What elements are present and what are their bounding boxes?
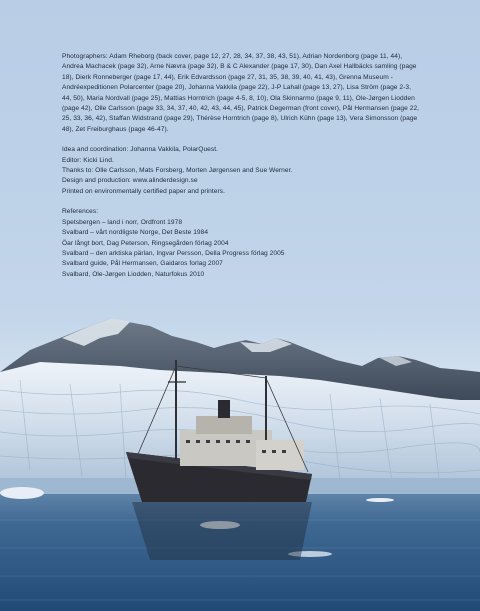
photographers-credits: Photographers: Adam Rheborg (back cover, page 12, 27, 28, 34, 37, 38, 43, 51), Adrian Nordenborg (page 11, 44), Andrea Machacek (page 32), Arne Nævra (page 32), B & C Alexander (page 17, 30), Dan Axel Hallbäcks samling (page 18), Dierk Ronneberger (page 17, 44), Erik Edvardsson (page 27, 31, 35, 38, 39, 40, 41, 43), Grenna Museum - Andréexpeditionen Polarcenter (page 20), Johanna Vakkila (page 22), J-P Lahall (page 13, 27), Lisa Ström (page 2-3, 44, 50), Maria Nordvall (page 25), Mattias Horntrich (page 4-5, 8, 10), Ola Skinnarmo (page 9, 11), Ole-Jørgen Liodden (page 42), Olle Carlsson (page 33, 34, 37, 40, 42, 43, 44, 45), Patrick Degerman (front cover), Pål Hermansen (page 22, 25, 33, 36, 42), Staffan Widstrand (page 29), Thérèse Horntrich (page 8), Ulrich Kühn (page 13), Vera Simonsson (page 48), Zet Freiburghaus (page 46-47). bbox=[62, 53, 420, 133]
design-line: Design and production: www.alinderdesign.se bbox=[62, 177, 198, 185]
credits-text bbox=[62, 52, 422, 290]
references-heading: References: bbox=[62, 208, 99, 216]
reference-item: Öar långt bort, Dag Peterson, Ringsegården förlag 2004 bbox=[62, 239, 229, 247]
editor-line: Editor: Kicki Lind. bbox=[62, 156, 114, 164]
reference-item: Spetsbergen – land i norr, Ordfront 1978 bbox=[62, 218, 183, 226]
reference-item: Svalbard guide, Pål Hermansen, Gaidaros forlag 2007 bbox=[62, 260, 223, 268]
production-credits bbox=[62, 145, 422, 197]
printed-line: Printed on environmentally certified paper and printers. bbox=[62, 187, 225, 195]
reference-item: Svalbard – vårt nordligste Norge, Det Beste 1984 bbox=[62, 229, 209, 237]
reference-item: Svalbard, Ole-Jørgen Liodden, Naturfokus 2010 bbox=[62, 270, 205, 278]
reference-item: Svalbard – den arktiska pärlan, Ingvar Persson, Della Progress förlag 2005 bbox=[62, 249, 285, 257]
idea-line: Idea and coordination: Johanna Vakkila, PolarQuest. bbox=[62, 146, 219, 154]
references-section bbox=[62, 207, 422, 280]
thanks-line: Thanks to: Olle Carlsson, Mats Forsberg, Morten Jørgensen and Sue Werner. bbox=[62, 167, 293, 175]
